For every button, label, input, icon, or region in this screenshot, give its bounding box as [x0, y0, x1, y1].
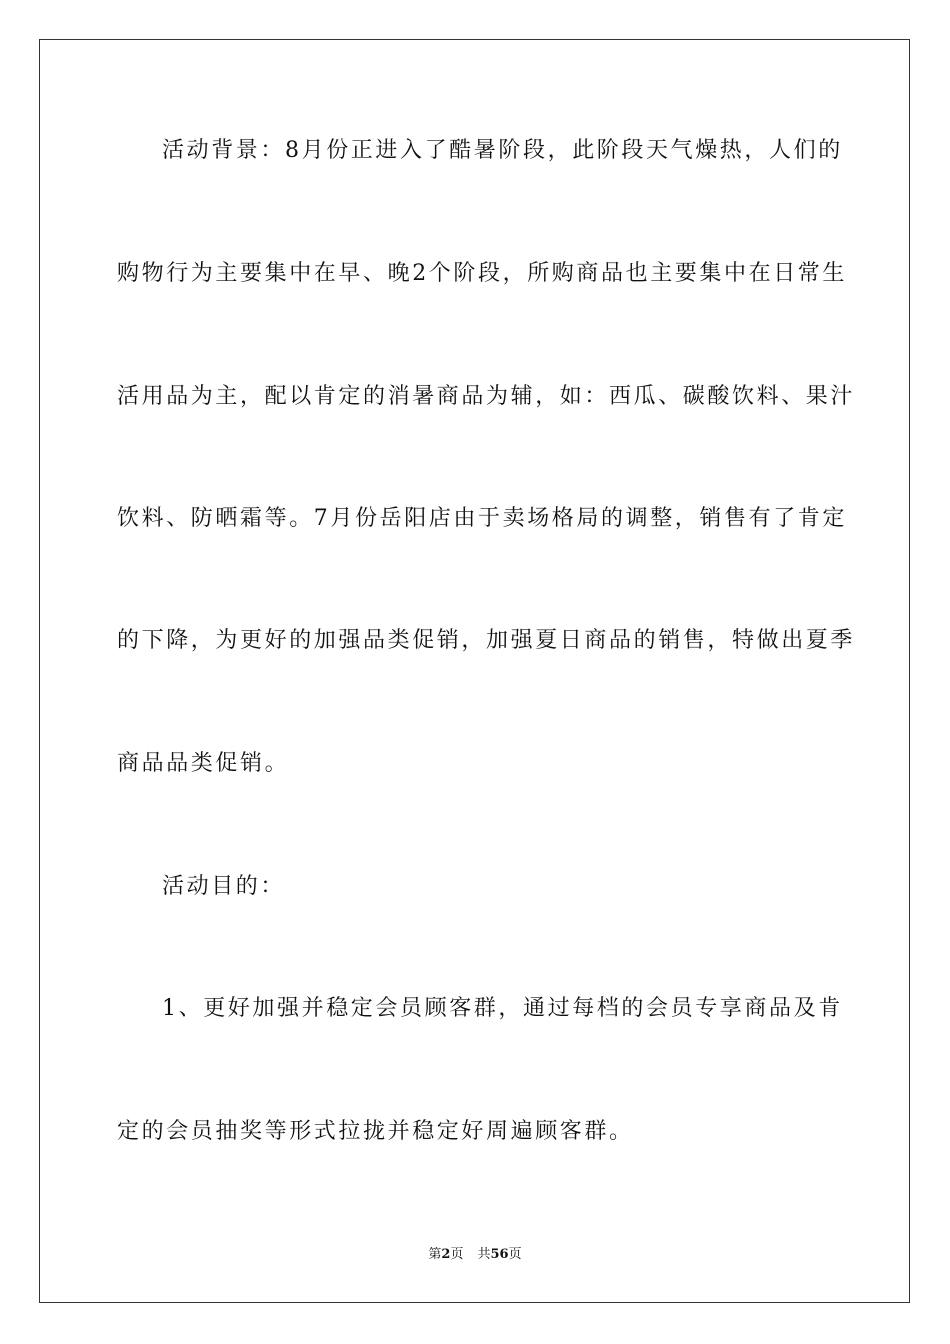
paragraph-background-line-2: 购物行为主要集中在早、晚2个阶段，所购商品也主要集中在日常生 [117, 261, 847, 286]
paragraph-purpose-item-1-line-2: 定的会员抽奖等形式拉拢并稳定好周遍顾客群。 [117, 1119, 634, 1144]
paragraph-background-line-6: 商品品类促销。 [117, 751, 290, 776]
paragraph-background-line-5: 的下降，为更好的加强品类促销，加强夏日商品的销售，特做出夏季 [117, 628, 856, 653]
paragraph-background-line-1: 活动背景：8月份正进入了酷暑阶段，此阶段天气燥热，人们的 [162, 138, 843, 163]
page-border [39, 39, 910, 1303]
page-footer [0, 1247, 950, 1263]
footer-page-suffix: 页 [450, 1247, 464, 1262]
footer-total-prefix: 共 [477, 1247, 491, 1262]
footer-page-number: 2 [441, 1247, 451, 1262]
footer-total-pages: 56 [490, 1247, 509, 1262]
section-heading-purpose: 活动目的： [162, 874, 286, 899]
footer-page-prefix: 第 [428, 1247, 442, 1262]
footer-total-suffix: 页 [508, 1247, 522, 1262]
paragraph-background-line-3: 活用品为主，配以肯定的消暑商品为辅，如：西瓜、碳酸饮料、果汁 [117, 384, 856, 409]
paragraph-purpose-item-1-line-1: 1、更好加强并稳定会员顾客群，通过每档的会员专享商品及肯 [162, 996, 843, 1021]
paragraph-background-line-4: 饮料、防晒霜等。7月份岳阳店由于卖场格局的调整，销售有了肯定 [117, 506, 847, 531]
